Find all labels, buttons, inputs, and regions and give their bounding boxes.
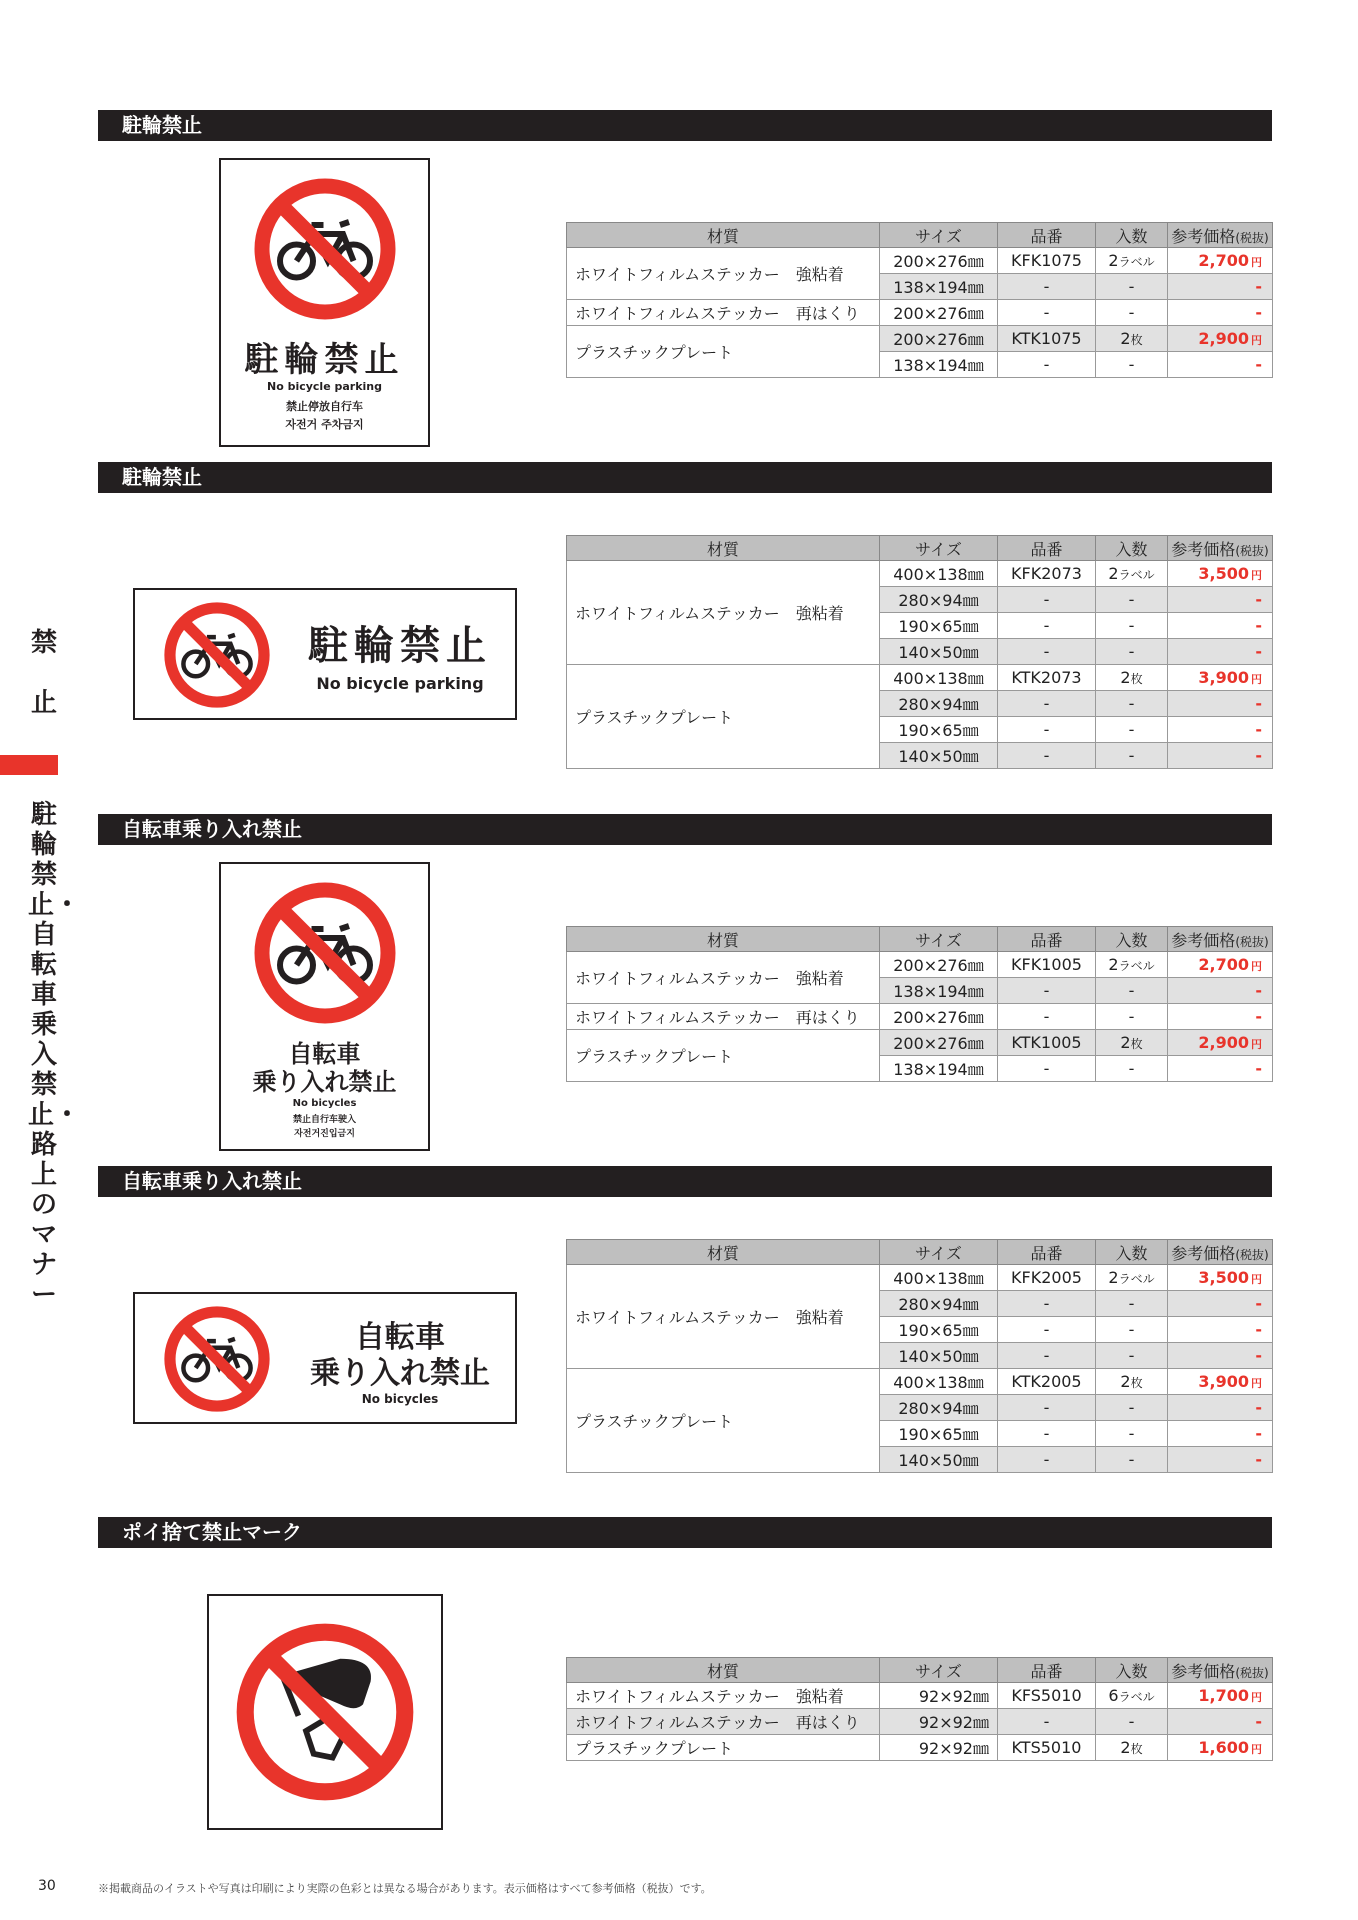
size-cell: 140×50㎜ <box>880 1343 998 1369</box>
material-cell: プラスチックプレート <box>567 665 880 769</box>
sign-sub-text-en: No bicycle parking <box>266 380 383 393</box>
price-cell: - <box>1168 639 1273 665</box>
qty-cell: - <box>1096 1056 1168 1082</box>
code-cell: - <box>998 300 1096 326</box>
price-cell <box>1168 1030 1273 1056</box>
price-value: 3,500 <box>1198 564 1249 583</box>
sign-sub-text-en: No bicycles <box>361 1392 439 1406</box>
qty-cell <box>1096 248 1168 274</box>
qty-cell: - <box>1096 1291 1168 1317</box>
product-table <box>566 535 1273 769</box>
table-row <box>567 300 1273 326</box>
col-code: 品番 <box>998 223 1096 248</box>
table-header-row <box>567 223 1273 248</box>
qty-cell: - <box>1096 274 1168 300</box>
col-price <box>1168 223 1273 248</box>
section-title: 駐輪禁止 <box>98 110 1272 141</box>
material-cell: プラスチックプレート <box>567 1030 880 1082</box>
size-cell: 138×194㎜ <box>880 352 998 378</box>
size-cell: 200×276㎜ <box>880 1030 998 1056</box>
col-code: 品番 <box>998 536 1096 561</box>
size-cell: 138×194㎜ <box>880 1056 998 1082</box>
size-cell: 280×94㎜ <box>880 1395 998 1421</box>
table-row <box>567 665 1273 691</box>
col-size: サイズ <box>880 1240 998 1265</box>
qty-cell: - <box>1096 1395 1168 1421</box>
no-littering-icon <box>230 1617 420 1807</box>
col-material: 材質 <box>567 927 880 952</box>
qty-cell: - <box>1096 1421 1168 1447</box>
col-price-note: (税抜) <box>1235 934 1269 949</box>
price-cell: - <box>1168 743 1273 769</box>
qty-cell: - <box>1096 1447 1168 1473</box>
price-cell: - <box>1168 978 1273 1004</box>
code-cell: - <box>998 691 1096 717</box>
qty-cell <box>1096 326 1168 352</box>
col-qty: 入数 <box>1096 536 1168 561</box>
table-header-row <box>567 1240 1273 1265</box>
price-cell: - <box>1168 717 1273 743</box>
sign-main-text: 駐輪禁止 <box>308 623 492 669</box>
code-cell: - <box>998 1291 1096 1317</box>
col-price-label: 参考価格 <box>1171 930 1236 950</box>
side-label-top2: 止 <box>30 688 57 718</box>
qty-cell <box>1096 1030 1168 1056</box>
qty-cell: - <box>1096 1004 1168 1030</box>
price-cell: - <box>1168 1291 1273 1317</box>
price-cell: - <box>1168 691 1273 717</box>
price-value: 1,700 <box>1198 1686 1249 1705</box>
code-cell: - <box>998 1056 1096 1082</box>
size-cell: 190×65㎜ <box>880 613 998 639</box>
page-number: 30 <box>38 1878 56 1894</box>
price-cell: - <box>1168 1447 1273 1473</box>
size-cell: 190×65㎜ <box>880 717 998 743</box>
price-cell: - <box>1168 300 1273 326</box>
qty-cell: - <box>1096 639 1168 665</box>
sign-sub-text-en: No bicycles <box>292 1098 357 1109</box>
qty-cell: - <box>1096 717 1168 743</box>
yen-unit: 円 <box>1251 1273 1262 1286</box>
qty-unit: 枚 <box>1130 1037 1143 1051</box>
size-cell: 200×276㎜ <box>880 952 998 978</box>
yen-unit: 円 <box>1251 960 1262 973</box>
sign-main-text: 駐輪禁止 <box>244 340 405 380</box>
section-title: 駐輪禁止 <box>98 462 1272 493</box>
sign-sub-text-kr: 자전거진입금지 <box>294 1129 355 1139</box>
section-title: 自転車乗り入れ禁止 <box>98 814 1272 845</box>
table-header-row <box>567 1658 1273 1683</box>
code-cell: KFS5010 <box>998 1683 1096 1709</box>
col-code: 品番 <box>998 1658 1096 1683</box>
yen-unit: 円 <box>1251 1377 1262 1390</box>
code-cell: - <box>998 978 1096 1004</box>
qty-unit: ラベル <box>1118 959 1155 973</box>
side-red-marker <box>0 755 58 775</box>
material-cell: ホワイトフィルムステッカー 再はくり <box>567 1709 880 1735</box>
table-header-row <box>567 536 1273 561</box>
material-cell: ホワイトフィルムステッカー 強粘着 <box>567 561 880 665</box>
code-cell: - <box>998 1317 1096 1343</box>
price-value: 1,600 <box>1198 1738 1249 1757</box>
side-label-top1: 禁 <box>30 628 57 658</box>
size-cell: 280×94㎜ <box>880 1291 998 1317</box>
price-value: 3,900 <box>1198 668 1249 687</box>
table-row <box>567 248 1273 274</box>
code-cell: KFK1005 <box>998 952 1096 978</box>
size-cell: 190×65㎜ <box>880 1317 998 1343</box>
material-cell: プラスチックプレート <box>567 1735 880 1761</box>
price-cell: - <box>1168 1395 1273 1421</box>
price-cell: - <box>1168 587 1273 613</box>
size-cell: 140×50㎜ <box>880 743 998 769</box>
col-price-label: 参考価格 <box>1171 539 1236 559</box>
yen-unit: 円 <box>1251 673 1262 686</box>
col-material: 材質 <box>567 536 880 561</box>
table-row <box>567 1709 1273 1735</box>
qty-cell <box>1096 1369 1168 1395</box>
size-cell: 400×138㎜ <box>880 561 998 587</box>
yen-unit: 円 <box>1251 256 1262 269</box>
col-price <box>1168 1658 1273 1683</box>
price-cell: - <box>1168 1004 1273 1030</box>
qty-cell <box>1096 561 1168 587</box>
size-cell: 92×92㎜ <box>880 1683 998 1709</box>
price-cell <box>1168 1735 1273 1761</box>
price-cell: - <box>1168 1709 1273 1735</box>
col-size: サイズ <box>880 927 998 952</box>
size-cell: 138×194㎜ <box>880 978 998 1004</box>
table-header-row <box>567 927 1273 952</box>
qty-cell <box>1096 1735 1168 1761</box>
code-cell: KFK2073 <box>998 561 1096 587</box>
yen-unit: 円 <box>1251 334 1262 347</box>
qty-cell: - <box>1096 978 1168 1004</box>
size-cell: 92×92㎜ <box>880 1709 998 1735</box>
qty-unit: 枚 <box>1130 333 1143 347</box>
table-row <box>567 1369 1273 1395</box>
qty-value: 2 <box>1120 329 1131 348</box>
price-value: 2,900 <box>1198 1033 1249 1052</box>
price-value: 2,700 <box>1198 251 1249 270</box>
table-row <box>567 1030 1273 1056</box>
sign-sub-text-kr: 자전거 주차금지 <box>285 418 364 431</box>
sign-main-text-2: 乗り入れ禁止 <box>252 1068 397 1096</box>
col-price-note: (税抜) <box>1235 543 1269 558</box>
side-label-main: 駐輪禁止・自転車乗入禁止・路上のマナー <box>28 800 81 1310</box>
material-cell: ホワイトフィルムステッカー 強粘着 <box>567 1265 880 1369</box>
qty-unit: 枚 <box>1130 672 1143 686</box>
col-price-label: 参考価格 <box>1171 226 1236 246</box>
code-cell: KFK2005 <box>998 1265 1096 1291</box>
code-cell: - <box>998 1004 1096 1030</box>
qty-unit: ラベル <box>1118 568 1155 582</box>
size-cell: 190×65㎜ <box>880 1421 998 1447</box>
material-cell: ホワイトフィルムステッカー 強粘着 <box>567 1683 880 1709</box>
price-cell <box>1168 665 1273 691</box>
table-row <box>567 1004 1273 1030</box>
size-cell: 200×276㎜ <box>880 326 998 352</box>
col-material: 材質 <box>567 223 880 248</box>
code-cell: - <box>998 1709 1096 1735</box>
qty-value: 2 <box>1120 668 1131 687</box>
qty-cell: - <box>1096 587 1168 613</box>
col-price-label: 参考価格 <box>1171 1243 1236 1263</box>
table-row <box>567 1683 1273 1709</box>
col-size: サイズ <box>880 1658 998 1683</box>
material-cell: ホワイトフィルムステッカー 強粘着 <box>567 248 880 300</box>
qty-value: 2 <box>1108 955 1119 974</box>
product-table <box>566 1657 1273 1761</box>
col-price <box>1168 927 1273 952</box>
yen-unit: 円 <box>1251 1038 1262 1051</box>
code-cell: KFK1075 <box>998 248 1096 274</box>
size-cell: 140×50㎜ <box>880 639 998 665</box>
price-cell: - <box>1168 1317 1273 1343</box>
yen-unit: 円 <box>1251 569 1262 582</box>
col-price-note: (税抜) <box>1235 1665 1269 1680</box>
col-material: 材質 <box>567 1240 880 1265</box>
code-cell: KTK2005 <box>998 1369 1096 1395</box>
code-cell: - <box>998 352 1096 378</box>
qty-cell: - <box>1096 691 1168 717</box>
price-cell: - <box>1168 274 1273 300</box>
yen-unit: 円 <box>1251 1743 1262 1756</box>
code-cell: - <box>998 274 1096 300</box>
qty-cell: - <box>1096 1343 1168 1369</box>
size-cell: 200×276㎜ <box>880 300 998 326</box>
price-cell <box>1168 326 1273 352</box>
qty-value: 2 <box>1108 251 1119 270</box>
price-cell <box>1168 952 1273 978</box>
price-cell <box>1168 248 1273 274</box>
material-cell: プラスチックプレート <box>567 326 880 378</box>
price-value: 3,500 <box>1198 1268 1249 1287</box>
material-cell: ホワイトフィルムステッカー 強粘着 <box>567 952 880 1004</box>
material-cell: ホワイトフィルムステッカー 再はくり <box>567 1004 880 1030</box>
product-table <box>566 222 1273 378</box>
sign-main-text-1: 自転車 <box>288 1040 361 1068</box>
col-qty: 入数 <box>1096 223 1168 248</box>
qty-value: 2 <box>1120 1738 1131 1757</box>
size-cell: 400×138㎜ <box>880 1369 998 1395</box>
sign-sub-text-cn: 禁止自行车驶入 <box>292 1115 356 1125</box>
size-cell: 400×138㎜ <box>880 665 998 691</box>
qty-value: 2 <box>1108 1268 1119 1287</box>
col-size: サイズ <box>880 536 998 561</box>
size-cell: 200×276㎜ <box>880 248 998 274</box>
qty-cell: - <box>1096 613 1168 639</box>
table-row <box>567 1265 1273 1291</box>
code-cell: KTK1075 <box>998 326 1096 352</box>
code-cell: KTS5010 <box>998 1735 1096 1761</box>
size-cell: 280×94㎜ <box>880 587 998 613</box>
price-cell: - <box>1168 352 1273 378</box>
sign-main-text-1: 自転車 <box>355 1320 445 1355</box>
no-bicycle-icon <box>250 174 400 324</box>
material-cell: プラスチックプレート <box>567 1369 880 1473</box>
yen-unit: 円 <box>1251 1691 1262 1704</box>
price-cell: - <box>1168 1056 1273 1082</box>
code-cell: - <box>998 639 1096 665</box>
qty-value: 2 <box>1108 564 1119 583</box>
price-cell: - <box>1168 1343 1273 1369</box>
footer-note: ※掲載商品のイラストや写真は印刷により実際の色彩とは異なる場合があります。表示価格はすべて参考価格（税抜）です。 <box>98 1882 712 1895</box>
code-cell: - <box>998 1395 1096 1421</box>
price-cell: - <box>1168 1421 1273 1447</box>
table-row <box>567 561 1273 587</box>
col-qty: 入数 <box>1096 1658 1168 1683</box>
col-size: サイズ <box>880 223 998 248</box>
table-row <box>567 326 1273 352</box>
qty-cell <box>1096 1683 1168 1709</box>
code-cell: - <box>998 1447 1096 1473</box>
col-price <box>1168 536 1273 561</box>
no-bicycle-icon <box>250 878 400 1028</box>
price-value: 2,900 <box>1198 329 1249 348</box>
code-cell: - <box>998 1343 1096 1369</box>
sign-main-text-2: 乗り入れ禁止 <box>310 1356 490 1391</box>
sign-no-bicycles-landscape <box>133 1292 517 1424</box>
qty-unit: ラベル <box>1118 1272 1155 1286</box>
sign-no-bicycles-portrait <box>219 862 430 1151</box>
code-cell: - <box>998 587 1096 613</box>
col-qty: 入数 <box>1096 927 1168 952</box>
no-bicycle-icon <box>161 1303 273 1415</box>
col-price-note: (税抜) <box>1235 230 1269 245</box>
table-row <box>567 1735 1273 1761</box>
code-cell: - <box>998 613 1096 639</box>
qty-cell: - <box>1096 1709 1168 1735</box>
code-cell: - <box>998 743 1096 769</box>
qty-unit: 枚 <box>1130 1742 1143 1756</box>
size-cell: 200×276㎜ <box>880 1004 998 1030</box>
qty-cell: - <box>1096 300 1168 326</box>
sign-sub-text-en: No bicycle parking <box>316 674 484 693</box>
qty-value: 2 <box>1120 1033 1131 1052</box>
table-row <box>567 952 1273 978</box>
col-qty: 入数 <box>1096 1240 1168 1265</box>
col-code: 品番 <box>998 1240 1096 1265</box>
col-price <box>1168 1240 1273 1265</box>
sign-no-littering <box>207 1594 443 1830</box>
code-cell: - <box>998 717 1096 743</box>
price-value: 3,900 <box>1198 1372 1249 1391</box>
size-cell: 92×92㎜ <box>880 1735 998 1761</box>
size-cell: 138×194㎜ <box>880 274 998 300</box>
sign-sub-text-cn: 禁止停放自行车 <box>286 400 363 413</box>
col-price-note: (税抜) <box>1235 1247 1269 1262</box>
qty-cell <box>1096 1265 1168 1291</box>
product-table <box>566 926 1273 1082</box>
code-cell: KTK2073 <box>998 665 1096 691</box>
code-cell: KTK1005 <box>998 1030 1096 1056</box>
qty-cell <box>1096 952 1168 978</box>
qty-unit: 枚 <box>1130 1376 1143 1390</box>
sign-bicycle-parking-portrait <box>219 158 430 447</box>
material-cell: ホワイトフィルムステッカー 再はくり <box>567 300 880 326</box>
col-price-label: 参考価格 <box>1171 1661 1236 1681</box>
sign-bicycle-parking-landscape <box>133 588 517 720</box>
col-material: 材質 <box>567 1658 880 1683</box>
size-cell: 140×50㎜ <box>880 1447 998 1473</box>
qty-cell: - <box>1096 352 1168 378</box>
price-cell: - <box>1168 613 1273 639</box>
qty-cell <box>1096 665 1168 691</box>
qty-cell: - <box>1096 743 1168 769</box>
section-title: ポイ捨て禁止マーク <box>98 1517 1272 1548</box>
no-bicycle-icon <box>161 599 273 711</box>
qty-value: 2 <box>1120 1372 1131 1391</box>
code-cell: - <box>998 1421 1096 1447</box>
price-cell <box>1168 561 1273 587</box>
qty-cell: - <box>1096 1317 1168 1343</box>
price-value: 2,700 <box>1198 955 1249 974</box>
price-cell <box>1168 1369 1273 1395</box>
size-cell: 400×138㎜ <box>880 1265 998 1291</box>
size-cell: 280×94㎜ <box>880 691 998 717</box>
qty-unit: ラベル <box>1118 255 1155 269</box>
qty-unit: ラベル <box>1118 1690 1155 1704</box>
qty-value: 6 <box>1108 1686 1119 1705</box>
product-table <box>566 1239 1273 1473</box>
price-cell <box>1168 1265 1273 1291</box>
price-cell <box>1168 1683 1273 1709</box>
col-code: 品番 <box>998 927 1096 952</box>
section-title: 自転車乗り入れ禁止 <box>98 1166 1272 1197</box>
